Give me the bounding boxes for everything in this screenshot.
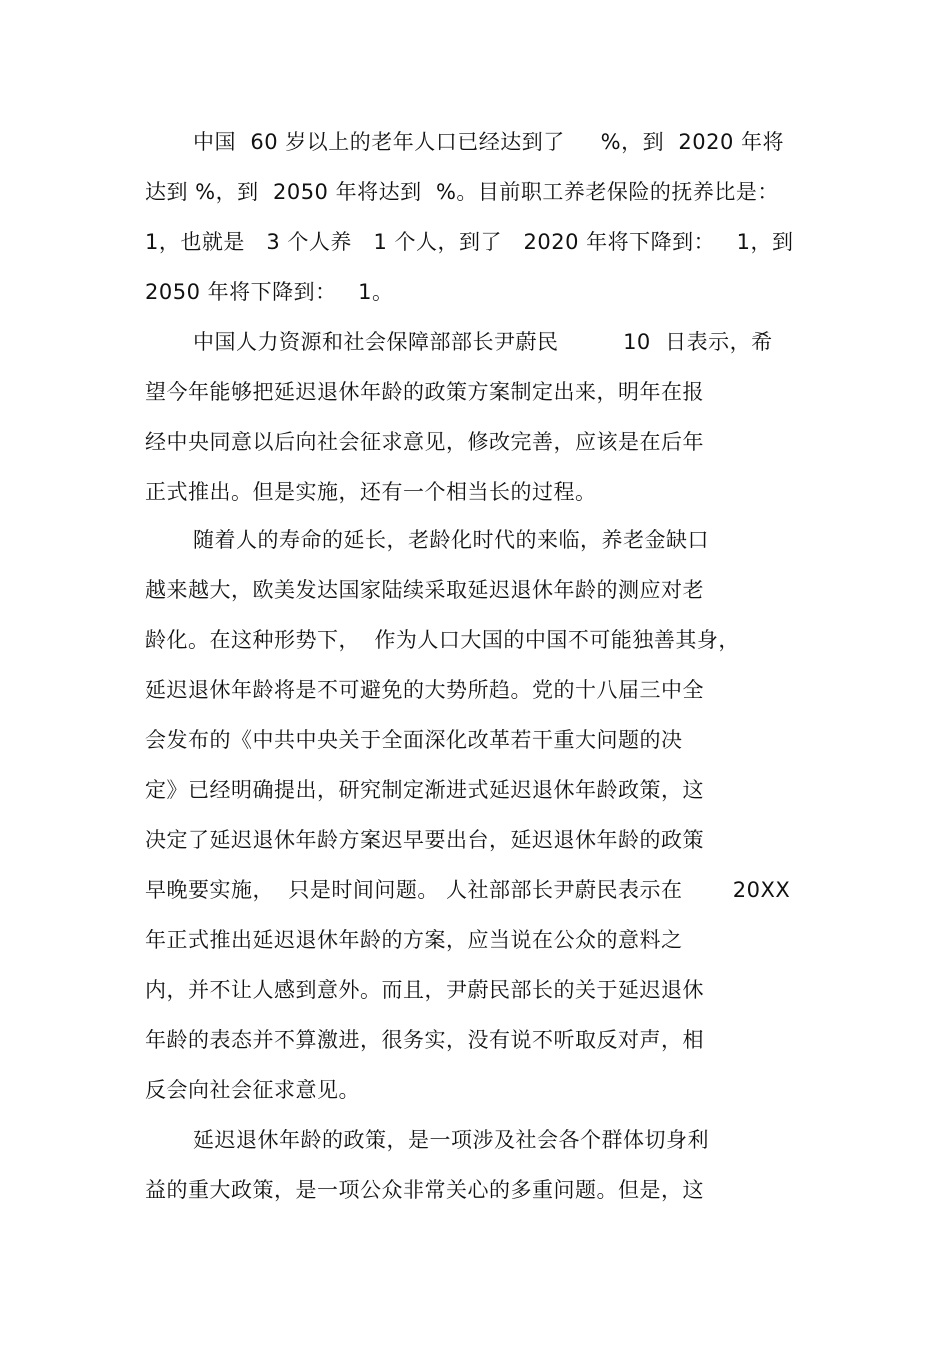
text-line: 决定了延迟退休年龄方案迟早要出台，延迟退休年龄的政策 [145,828,704,852]
text-line: 会发布的《中共中央关于全面深化改革若干重大问题的决 [145,728,683,752]
text-line: 越来越大，欧美发达国家陆续采取延迟退休年龄的测应对老 [145,578,704,602]
text-line: 中国人力资源和社会保障部部长尹蔚民 10 日表示，希 [193,330,773,354]
text-line: 内，并不让人感到意外。而且，尹蔚民部长的关于延迟退休 [145,978,704,1002]
text-line: 延迟退休年龄的政策，是一项涉及社会各个群体切身利 [193,1128,709,1152]
text-line: 望今年能够把延迟退休年龄的政策方案制定出来，明年在报 [145,380,704,404]
text-line: 达到 %，到 2050 年将达到 %。目前职工养老保险的抚养比是： [145,180,779,204]
text-line: 反会向社会征求意见。 [145,1078,360,1102]
text-line: 延迟退休年龄将是不可避免的大势所趋。党的十八届三中全 [145,678,704,702]
text-line: 益的重大政策，是一项公众非常关心的多重问题。但是，这 [145,1178,704,1202]
text-line: 2050 年将下降到： 1。 [145,280,394,304]
text-line: 早晚要实施， 只是时间问题。 人社部部长尹蔚民表示在 20XX [145,878,791,902]
text-line: 龄化。在这种形势下， 作为人口大国的中国不可能独善其身， [145,628,740,652]
text-line: 随着人的寿命的延长，老龄化时代的来临，养老金缺口 [193,528,709,552]
text-line: 正式推出。但是实施，还有一个相当长的过程。 [145,480,597,504]
text-line: 经中央同意以后向社会征求意见，修改完善，应该是在后年 [145,430,704,454]
text-line: 定》已经明确提出，研究制定渐进式延迟退休年龄政策，这 [145,778,704,802]
text-line: 1，也就是 3 个人养 1 个人，到了 2020 年将下降到： 1，到 [145,230,794,254]
text-line: 年龄的表态并不算激进，很务实，没有说不听取反对声，相 [145,1028,704,1052]
text-line: 年正式推出延迟退休年龄的方案，应当说在公众的意料之 [145,928,683,952]
text-line: 中国 60 岁以上的老年人口已经达到了 %，到 2020 年将 [193,130,785,154]
